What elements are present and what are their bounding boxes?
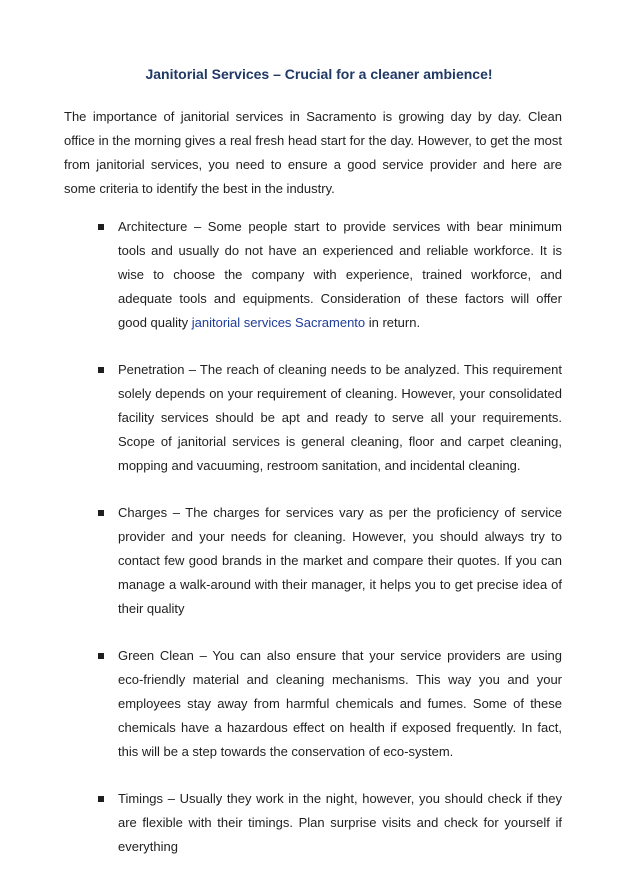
janitorial-services-link[interactable]: janitorial services Sacramento — [191, 315, 366, 330]
timings-text: Timings – Usually they work in the night, however, you should check if they are flexible with their timings. Plan surprise visits and check for yourself if everything — [118, 791, 562, 854]
charges-text: Charges – The charges for services vary as per the proficiency of service provider and your needs for cleaning. However, you should always try to contact few good brands in the market and compare their quotes. If you can manage a walk-around with their manager, it helps you to get precise idea of their quality — [118, 505, 562, 616]
square-bullet-icon — [98, 653, 104, 659]
green-clean-text: Green Clean – You can also ensure that your service providers are using eco-friendly material and cleaning mechanisms. This way you and your employees stay away from harmful chemicals and fumes. Some of these chemicals have a hazardous effect on health if exposed frequently. In fact, this will be a step towards the conservation of eco-system. — [118, 648, 562, 759]
list-item-penetration — [64, 358, 562, 478]
architecture-text: Architecture – Some people start to provide services with bear minimum tools and usually do not have an experienced and reliable workforce. It is wise to choose the company with experience, trained workforce, and adequate tools and equipments. Consideration of these factors will offer good quality — [118, 219, 562, 330]
criteria-list — [64, 215, 562, 882]
architecture-text-end: in return. — [365, 315, 421, 330]
square-bullet-icon — [98, 367, 104, 373]
list-item-green-clean — [64, 644, 562, 764]
list-item-architecture — [64, 215, 562, 335]
list-item-charges — [64, 501, 562, 621]
list-item-timings — [64, 787, 562, 859]
penetration-text: Penetration – The reach of cleaning needs to be analyzed. This requirement solely depends on your requirement of cleaning. However, your consolidated facility services should be apt and ready to serve all your requirements. Scope of janitorial services is general cleaning, floor and carpet cleaning, mopping and vacuuming, restroom sanitation, and incidental cleaning. — [118, 362, 562, 473]
square-bullet-icon — [98, 796, 104, 802]
document-title: Janitorial Services – Crucial for a cleaner ambience! — [145, 66, 493, 82]
square-bullet-icon — [98, 510, 104, 516]
intro-paragraph: The importance of janitorial services in Sacramento is growing day by day. Clean office in the morning gives a real fresh head start for the day. However, to get the most from janitorial services, you need to ensure a good service provider and here are some criteria to identify the best in the industry. — [64, 109, 562, 196]
square-bullet-icon — [98, 224, 104, 230]
